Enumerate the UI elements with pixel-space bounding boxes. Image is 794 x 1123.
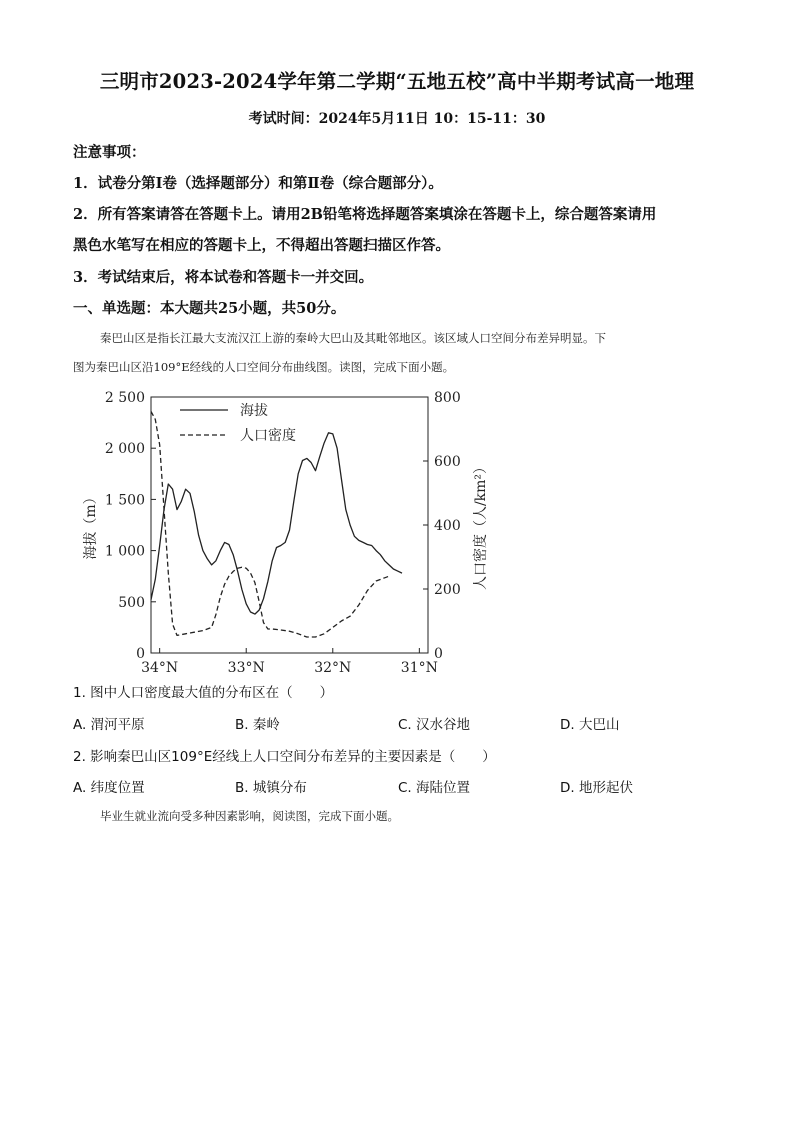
exam-title: 三明市2023-2024学年第二学期“五地五校”高中半期考试高一地理 xyxy=(99,70,695,93)
legend-label: 人口密度 xyxy=(240,428,296,444)
y2-axis-title: 人口密度（人/km²） xyxy=(473,459,489,591)
question-stem: 2. 影响秦巴山区109°E经线上人口空间分布差异的主要因素是（ ） xyxy=(73,749,496,765)
series-line-altitude xyxy=(151,433,402,614)
note-item: 2．所有答案请答在答题卡上。请用2B铅笔将选择题答案填涂在答题卡上，综合题答案请用 xyxy=(73,206,657,223)
outro-paragraph: 毕业生就业流向受多种因素影响，阅读图，完成下面小题。 xyxy=(100,809,399,823)
y-tick-label: 1 000 xyxy=(104,543,145,560)
notes-heading: 注意事项： xyxy=(73,144,146,161)
y2-tick-label: 600 xyxy=(434,454,461,470)
series-line-population-density xyxy=(151,411,389,637)
option-d[interactable]: D. 地形起伏 xyxy=(560,780,633,796)
option-a[interactable]: A. 渭河平原 xyxy=(73,717,145,733)
x-tick-label: 32°N xyxy=(314,660,352,676)
x-tick-label: 33°N xyxy=(227,660,265,676)
y2-tick-label: 0 xyxy=(434,646,443,662)
option-a[interactable]: A. 纬度位置 xyxy=(73,780,145,796)
option-c[interactable]: C. 海陆位置 xyxy=(398,780,471,796)
option-d[interactable]: D. 大巴山 xyxy=(560,717,620,733)
intro-paragraph: 秦巴山区是指长江最大支流汉江上游的秦岭大巴山及其毗邻地区。该区域人口空间分布差异明显。下 xyxy=(100,331,606,345)
population-altitude-chart xyxy=(0,382,794,682)
y2-tick-label: 400 xyxy=(434,518,461,534)
legend-label: 海拔 xyxy=(240,403,268,419)
note-item: 3．考试结束后，将本试卷和答题卡一并交回。 xyxy=(73,269,374,286)
y-tick-label: 500 xyxy=(118,594,145,611)
y-axis-title: 海拔（m） xyxy=(83,490,99,560)
y-tick-label: 0 xyxy=(136,646,145,662)
y2-tick-label: 200 xyxy=(434,582,461,598)
intro-paragraph: 图为秦巴山区沿109°E经线的人口空间分布曲线图。读图，完成下面小题。 xyxy=(73,360,455,374)
x-tick-label: 34°N xyxy=(141,660,179,676)
question-stem: 1. 图中人口密度最大值的分布区在（ ） xyxy=(73,685,334,701)
option-b[interactable]: B. 秦岭 xyxy=(235,717,280,733)
y2-tick-label: 800 xyxy=(434,390,461,406)
section-heading: 一、单选题：本大题共25小题，共50分。 xyxy=(73,300,346,317)
option-c[interactable]: C. 汉水谷地 xyxy=(398,717,471,733)
exam-time: 考试时间：2024年5月11日 10：15-11：30 xyxy=(248,111,546,127)
x-tick-label: 31°N xyxy=(400,660,438,676)
y-tick-label: 1 500 xyxy=(104,492,145,509)
y-tick-label: 2 000 xyxy=(104,441,145,458)
note-item: 黑色水笔写在相应的答题卡上，不得超出答题扫描区作答。 xyxy=(73,237,450,254)
note-item: 1．试卷分第Ⅰ卷（选择题部分）和第Ⅱ卷（综合题部分）。 xyxy=(73,175,443,192)
option-b[interactable]: B. 城镇分布 xyxy=(235,780,307,796)
y-tick-label: 2 500 xyxy=(104,390,145,406)
